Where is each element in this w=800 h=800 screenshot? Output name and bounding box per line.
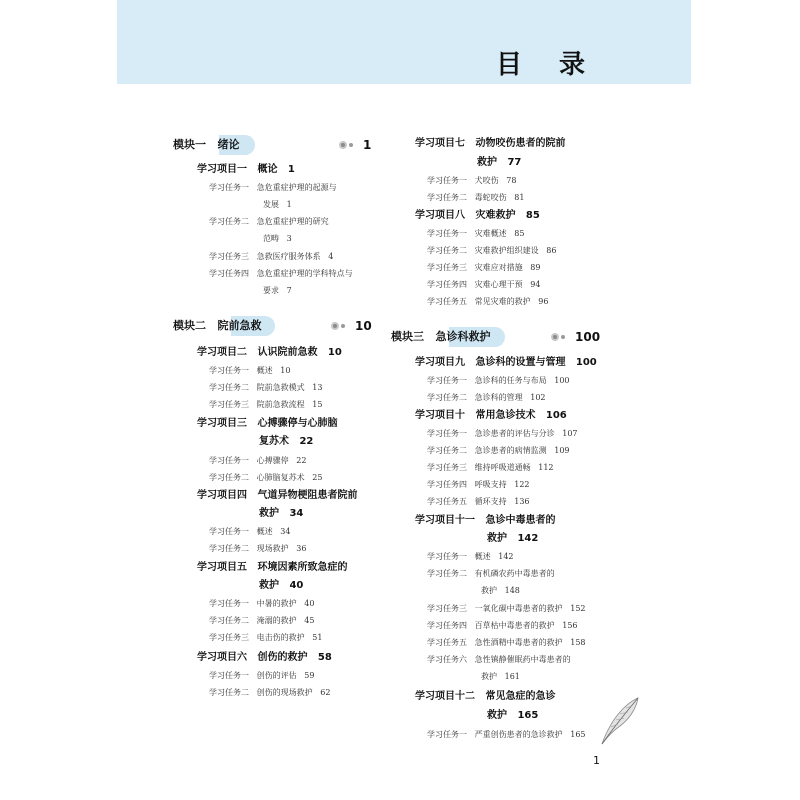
toc-task[interactable]: 学习任务四 百草枯中毒患者的救护 156: [427, 621, 578, 630]
toc-task[interactable]: 学习任务一 灾难概述 85: [427, 229, 525, 238]
toc-project[interactable]: 学习项目六 创伤的救护 58: [197, 652, 332, 663]
module-label: 模块三 急诊科救护: [391, 330, 491, 343]
toc-project[interactable]: 学习项目二 认识院前急救 10: [197, 347, 342, 358]
toc-task[interactable]: 学习任务二 院前急救模式 13: [209, 383, 323, 392]
toc-project-cont: 救护 77: [477, 157, 522, 168]
toc-task[interactable]: 学习任务三 院前急救流程 15: [209, 400, 323, 409]
toc-task[interactable]: 学习任务二 创伤的现场救护 62: [209, 688, 331, 697]
feather-pen-icon: [598, 696, 642, 746]
toc-task[interactable]: 学习任务三 一氧化碳中毒患者的救护 152: [427, 604, 586, 613]
toc-task[interactable]: 学习任务一 急诊科的任务与布局 100: [427, 376, 570, 385]
toc-task[interactable]: 学习任务二 有机磷农药中毒患者的: [427, 569, 555, 578]
toc-project-cont: 救护 40: [259, 580, 304, 591]
toc-task-cont: 范畴 3: [263, 234, 292, 243]
toc-task[interactable]: 学习任务二 淹溺的救护 45: [209, 616, 315, 625]
toc-task[interactable]: 学习任务二 现场救护 36: [209, 544, 307, 553]
toc-task[interactable]: 学习任务二 急诊科的管理 102: [427, 393, 546, 402]
toc-task[interactable]: 学习任务五 急性酒精中毒患者的救护 158: [427, 638, 586, 647]
toc-project[interactable]: 学习项目四 气道异物梗阻患者院前: [197, 490, 358, 501]
toc-task[interactable]: 学习任务一 概述 10: [209, 366, 291, 375]
toc-project[interactable]: 学习项目五 环境因素所致急症的: [197, 562, 348, 573]
toc-project[interactable]: 学习项目三 心搏骤停与心肺脑: [197, 418, 338, 429]
module-label: 模块二 院前急救: [173, 319, 262, 332]
toc-task[interactable]: 学习任务四 呼吸支持 122: [427, 480, 530, 489]
document-page: [117, 0, 691, 800]
toc-task[interactable]: 学习任务三 电击伤的救护 51: [209, 633, 323, 642]
toc-task-cont: 救护 148: [481, 586, 520, 595]
toc-project-cont: 救护 165: [487, 710, 539, 721]
toc-task-cont: 发展 1: [263, 200, 292, 209]
toc-task[interactable]: 学习任务三 灾难应对措施 89: [427, 263, 541, 272]
toc-task[interactable]: 学习任务一 创伤的评估 59: [209, 671, 315, 680]
page-number: 1: [593, 754, 600, 767]
toc-project-cont: 救护 142: [487, 533, 539, 544]
toc-project[interactable]: 学习项目七 动物咬伤患者的院前: [415, 138, 566, 149]
toc-module[interactable]: [391, 327, 606, 347]
page-title: 目 录: [495, 50, 599, 80]
toc-task[interactable]: 学习任务一 急诊患者的评估与分诊 107: [427, 429, 578, 438]
toc-task[interactable]: 学习任务三 维持呼吸道通畅 112: [427, 463, 554, 472]
toc-task[interactable]: 学习任务二 灾难救护组织建设 86: [427, 246, 557, 255]
toc-module[interactable]: [173, 135, 375, 155]
toc-task[interactable]: 学习任务二 心肺脑复苏术 25: [209, 473, 323, 482]
toc-task[interactable]: 学习任务五 循环支持 136: [427, 497, 530, 506]
toc-project[interactable]: 学习项目一 概论 1: [197, 164, 295, 175]
toc-project[interactable]: 学习项目九 急诊科的设置与管理 100: [415, 357, 597, 368]
toc-task[interactable]: 学习任务二 急危重症护理的研究: [209, 217, 329, 226]
toc-task[interactable]: 学习任务五 常见灾难的救护 96: [427, 297, 549, 306]
toc-task-cont: 救护 161: [481, 672, 520, 681]
toc-task[interactable]: 学习任务三 急救医疗服务体系 4: [209, 252, 334, 261]
header-banner: [117, 0, 691, 84]
toc-task[interactable]: 学习任务四 灾难心理干预 94: [427, 280, 541, 289]
toc-task[interactable]: 学习任务一 犬咬伤 78: [427, 176, 517, 185]
module-page-number: 100: [575, 330, 601, 344]
toc-project-cont: 救护 34: [259, 508, 304, 519]
module-page-number: 10: [355, 319, 372, 333]
toc-project[interactable]: 学习项目十 常用急诊技术 106: [415, 410, 567, 421]
dots-icon: [331, 322, 345, 330]
toc-task[interactable]: 学习任务一 中暑的救护 40: [209, 599, 315, 608]
toc-task[interactable]: 学习任务二 毒蛇咬伤 81: [427, 193, 525, 202]
toc-task[interactable]: 学习任务二 急诊患者的病情监测 109: [427, 446, 570, 455]
toc-task[interactable]: 学习任务一 概述 142: [427, 552, 514, 561]
toc-task[interactable]: 学习任务六 急性镇静催眠药中毒患者的: [427, 655, 571, 664]
dots-icon: [339, 141, 353, 149]
toc-task[interactable]: 学习任务一 急危重症护理的起源与: [209, 183, 337, 192]
toc-project[interactable]: 学习项目八 灾难救护 85: [415, 210, 540, 221]
toc-task-cont: 要求 7: [263, 286, 292, 295]
toc-project[interactable]: 学习项目十一 急诊中毒患者的: [415, 515, 556, 526]
toc-project[interactable]: 学习项目十二 常见急症的急诊: [415, 691, 556, 702]
module-label: 模块一 绪论: [173, 138, 240, 151]
dots-icon: [551, 333, 565, 341]
toc-task[interactable]: 学习任务一 严重创伤患者的急诊救护 165: [427, 730, 586, 739]
toc-task[interactable]: 学习任务一 心搏骤停 22: [209, 456, 307, 465]
toc-task[interactable]: 学习任务四 急危重症护理的学科特点与: [209, 269, 353, 278]
toc-module[interactable]: [173, 316, 375, 336]
toc-task[interactable]: 学习任务一 概述 34: [209, 527, 291, 536]
module-page-number: 1: [363, 138, 372, 152]
toc-project-cont: 复苏术 22: [259, 436, 314, 447]
